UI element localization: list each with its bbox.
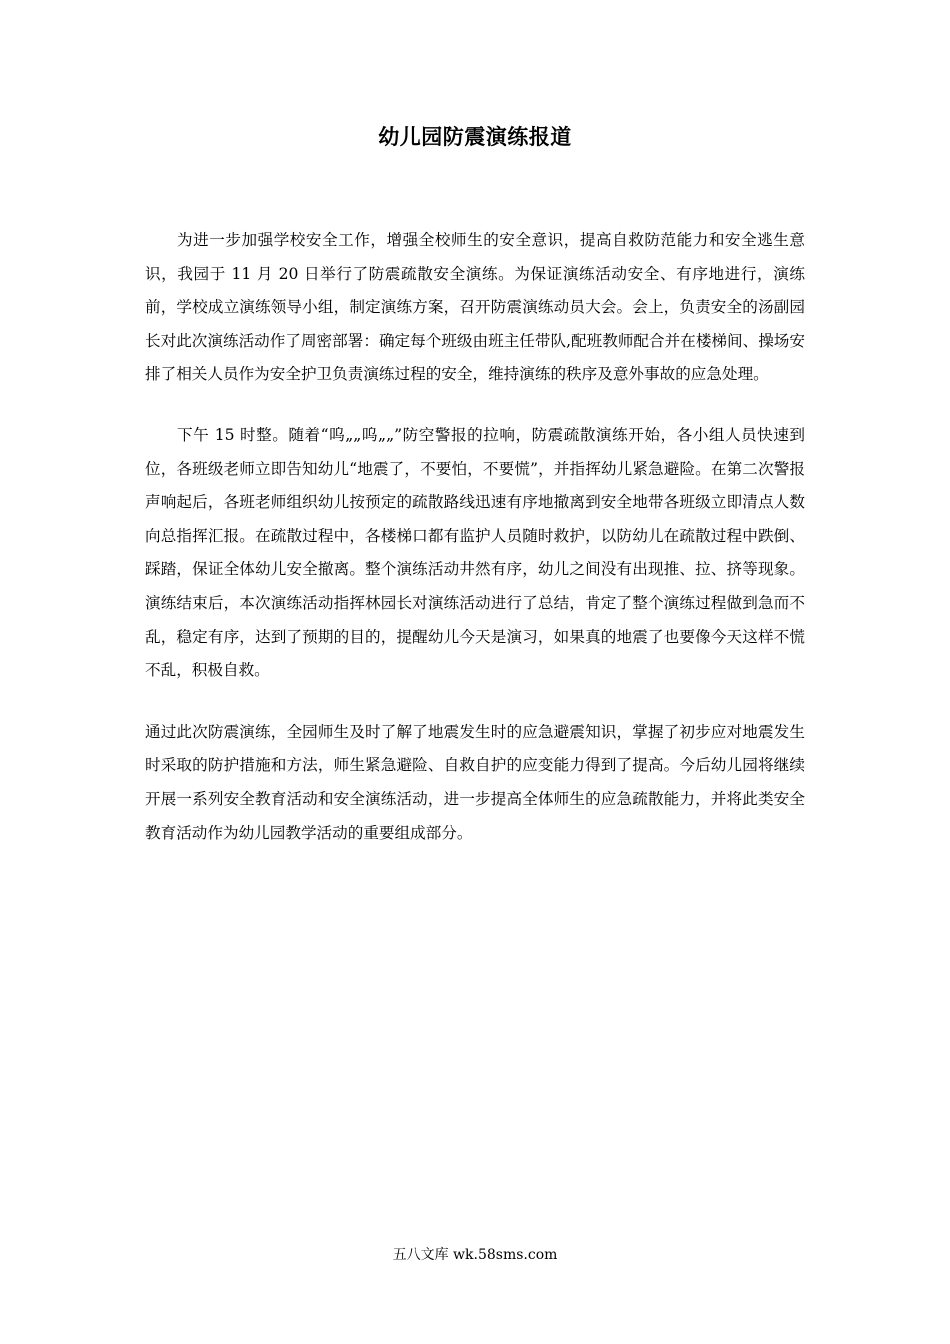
document-body (145, 224, 805, 850)
paragraph-intro: 为进一步加强学校安全工作，增强全校师生的安全意识，提高自救防范能力和安全逃生意识，我园于 11 月 20 日举行了防震疏散安全演练。为保证演练活动安全、有序地进行，演练前，学校成立演练领导小组，制定演练方案，召开防震演练动员大会。会上，负责安全的汤副园长对此次演练活动作了周密部署：确定每个班级由班主任带队,配班教师配合并在楼梯间、操场安排了相关人员作为安全护卫负责演练过程的安全，维持演练的秩序及意外事故的应急处理。 (145, 231, 805, 384)
document-title: 幼儿园防震演练报道 (378, 124, 572, 149)
footer-watermark: 五八文库 wk.58sms.com (392, 1247, 558, 1263)
paragraph-drill-process: 下午 15 时整。随着“呜„„呜„„”防空警报的拉响，防震疏散演练开始，各小组人员快速到位，各班级老师立即告知幼儿“地震了，不要怕，不要慌”，并指挥幼儿紧急避险。在第二次警报声响起后，各班老师组织幼儿按预定的疏散路线迅速有序地撤离到安全地带各班级立即清点人数向总指挥汇报。在疏散过程中，各楼梯口都有监护人员随时救护，以防幼儿在疏散过程中跌倒、踩踏，保证全体幼儿安全撤离。整个演练活动井然有序，幼儿之间没有出现推、拉、挤等现象。演练结束后，本次演练活动指挥林园长对演练活动进行了总结，肯定了整个演练过程做到急而不乱，稳定有序，达到了预期的目的，提醒幼儿今天是演习，如果真的地震了也要像今天这样不慌不乱，积极自救。 (145, 425, 805, 680)
paragraph-conclusion: 通过此次防震演练，全园师生及时了解了地震发生时的应急避震知识，掌握了初步应对地震发生时采取的防护措施和方法，师生紧急避险、自救自护的应变能力得到了提高。今后幼儿园将继续开展一系列安全教育活动和安全演练活动，进一步提高全体师生的应急疏散能力，并将此类安全教育活动作为幼儿园教学活动的重要组成部分。 (145, 722, 805, 842)
